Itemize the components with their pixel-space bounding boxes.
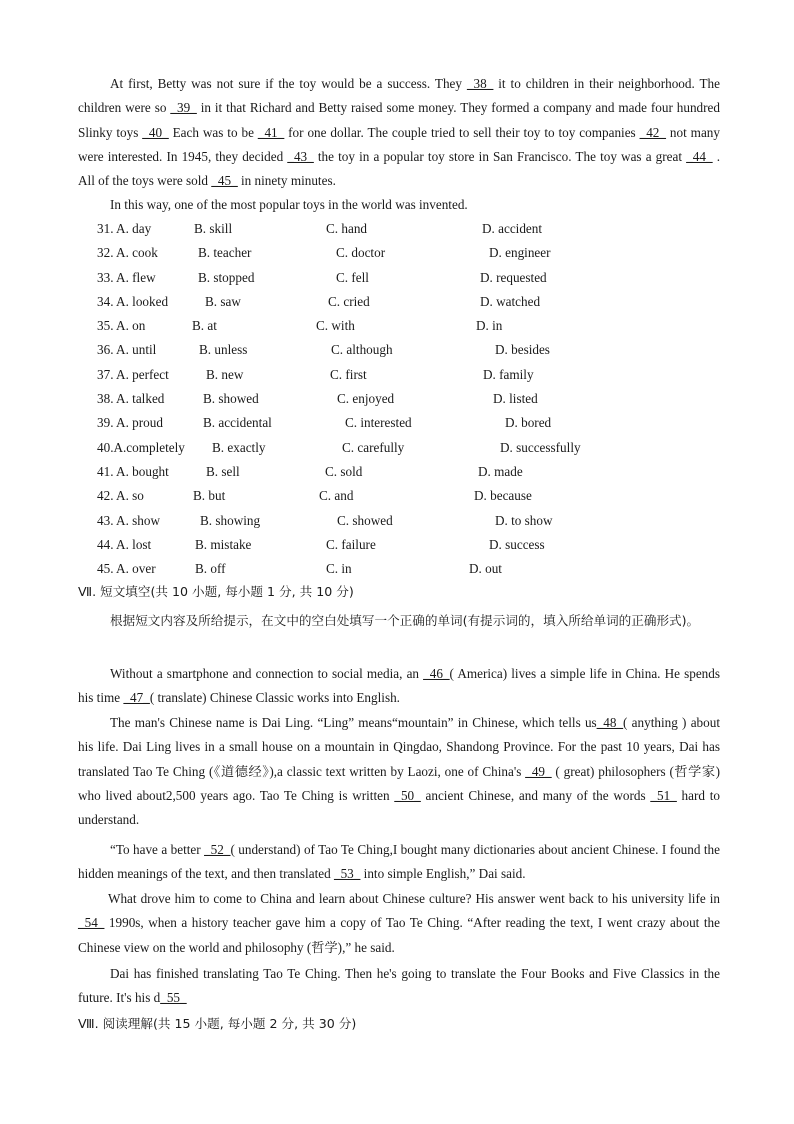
option-d: D. because <box>474 488 532 504</box>
option-a: 36. A. until <box>97 342 157 358</box>
option-b: B. skill <box>194 221 233 236</box>
answer-blank: _54_ <box>78 915 105 931</box>
passage2-paragraph5 <box>78 962 720 1011</box>
option-a: 34. A. looked <box>97 293 169 309</box>
text-run: in ninety minutes. <box>237 173 336 189</box>
text-run: ( great) philosophers (哲学家) who lived about2,500 years ago. Tao Te Ching is written <box>78 763 720 803</box>
option-b: B. unless <box>199 342 248 358</box>
answer-blank: _51_ <box>650 787 677 803</box>
passage2-paragraph3 <box>78 838 720 887</box>
option-b: B. showing <box>200 512 261 528</box>
section-7-instruction: 根据短文内容及所给提示，在文中的空白处填写一个正确的单词(有提示词的，填入所给单词的正确形式)。 <box>110 613 700 628</box>
option-c: C. failure <box>326 536 376 552</box>
question-row <box>0 338 794 362</box>
answer-blank: _45_ <box>211 173 238 189</box>
option-d: D. in <box>476 318 503 334</box>
text-run: into simple English,” Dai said. <box>360 866 526 882</box>
option-d: D. requested <box>480 269 547 285</box>
option-d: D. made <box>478 463 523 479</box>
option-b: B. new <box>206 366 244 382</box>
option-c: C. showed <box>337 512 393 528</box>
option-c: C. hand <box>326 221 368 236</box>
option-a: 39. A. proud <box>97 415 163 431</box>
question-row <box>0 436 794 460</box>
section-7-title: Ⅶ. 短文填空(共 10 小题, 每小题 1 分, 共 10 分) <box>78 584 354 599</box>
question-row <box>0 217 794 241</box>
text-run: “To have a better <box>110 842 205 857</box>
text-run: Dai has finished translating Tao Te Ching. Then he's going to translate the Four Books and Five Classics in the future. It's his d <box>78 966 720 1006</box>
option-d: D. besides <box>495 342 550 358</box>
answer-blank: _44_ <box>686 148 713 164</box>
text-run: Each was to be <box>168 124 258 140</box>
option-b: B. but <box>193 488 226 504</box>
passage2-paragraph2 <box>78 711 720 832</box>
option-a: 40.A.completely <box>97 439 185 455</box>
option-d: D. bored <box>505 415 552 431</box>
text-run: the toy in a popular toy store in San Francisco. The toy was a great <box>313 148 687 164</box>
option-b: B. accidental <box>203 415 272 431</box>
text-run: ( anything ) about his life. Dai Ling lives in a small house on a mountain in Qingdao, Shandong Province. For the past 10 years, Dai has translated Tao Te Ching (《道德经》),a classic text written by Laozi, one of China's <box>78 715 720 779</box>
option-c: C. and <box>319 488 354 504</box>
option-a: 41. A. bought <box>97 463 169 479</box>
question-row <box>0 363 794 387</box>
question-row <box>0 314 794 338</box>
option-c: C. first <box>330 366 367 382</box>
text-run: At first, Betty was not sure if the toy would be a success. They <box>110 76 467 91</box>
option-b: B. off <box>195 561 226 577</box>
option-d: D. successfully <box>500 439 581 455</box>
option-c: C. although <box>331 342 393 358</box>
answer-blank: _48_ <box>596 715 624 730</box>
passage2-paragraph1 <box>78 662 720 711</box>
option-a: 43. A. show <box>97 512 161 528</box>
question-row <box>0 241 794 265</box>
option-a: 44. A. lost <box>97 536 152 552</box>
answer-blank: _40_ <box>142 124 169 140</box>
option-c: C. enjoyed <box>337 391 395 407</box>
option-a: 32. A. cook <box>97 245 158 261</box>
option-b: B. mistake <box>195 536 252 552</box>
answer-blank: _49_ <box>525 763 552 779</box>
option-a: 45. A. over <box>97 561 156 577</box>
option-c: C. with <box>316 318 355 334</box>
text-run: it to children in their neighborhood. The children were so <box>78 76 720 116</box>
option-d: D. listed <box>493 391 538 407</box>
text-run: The man's Chinese name is Dai Ling. “Ling” means“mountain” in Chinese, which tells us <box>110 715 597 730</box>
text-run: for one dollar. The couple tried to sell their toy to toy companies <box>284 124 640 140</box>
text-run: not many were interested. In 1945, they decided <box>78 124 720 164</box>
option-b: B. saw <box>205 293 241 309</box>
option-d: D. success <box>489 536 545 552</box>
option-d: D. accident <box>482 221 543 236</box>
option-c: C. interested <box>345 415 412 431</box>
answer-blank: _38_ <box>466 76 494 91</box>
answer-blank: _46_ <box>423 666 450 681</box>
answer-blank: _53_ <box>333 866 361 882</box>
option-b: B. teacher <box>198 245 252 261</box>
option-a: 42. A. so <box>97 488 144 504</box>
section-8-title: Ⅷ. 阅读理解(共 15 小题, 每小题 2 分, 共 30 分) <box>78 1016 357 1031</box>
passage2-paragraph4 <box>78 887 720 960</box>
option-b: B. sell <box>206 463 240 479</box>
option-b: B. exactly <box>212 439 266 455</box>
answer-blank: _47_ <box>123 690 150 706</box>
answer-blank: _43_ <box>287 148 314 164</box>
question-row <box>0 484 794 508</box>
text-run: . All of the toys were sold <box>78 148 720 189</box>
question-row <box>0 290 794 314</box>
option-c: C. in <box>326 561 352 577</box>
answer-blank: _55_ <box>160 990 187 1006</box>
question-row <box>0 460 794 484</box>
option-c: C. cried <box>328 293 370 309</box>
option-d: D. engineer <box>489 245 551 261</box>
question-row <box>0 509 794 533</box>
question-row <box>0 411 794 435</box>
answer-blank: _39_ <box>170 100 197 116</box>
option-c: C. carefully <box>342 439 405 455</box>
question-row <box>0 387 794 411</box>
option-d: D. family <box>483 366 534 382</box>
text-run: 1990s, when a history teacher gave him a copy of Tao Te Ching. “After reading the text, I went crazy about the Chinese view on the world and philosophy (哲学),” he said. <box>78 915 720 955</box>
option-d: D. to show <box>495 512 553 528</box>
text-run: hard to understand. <box>78 787 720 828</box>
option-c: C. sold <box>325 463 363 479</box>
question-row <box>0 557 794 581</box>
answer-blank: _52_ <box>204 842 231 857</box>
option-d: D. watched <box>480 293 541 309</box>
option-b: B. stopped <box>198 269 255 285</box>
option-a: 35. A. on <box>97 318 146 334</box>
text-run: ( translate) Chinese Classic works into English. <box>149 690 400 706</box>
passage1-paragraph2: In this way, one of the most popular toys in the world was invented. <box>110 197 468 212</box>
option-c: C. fell <box>336 269 369 285</box>
answer-blank: _50_ <box>394 787 421 803</box>
cloze-options <box>0 217 794 581</box>
option-d: D. out <box>469 561 502 577</box>
passage1-paragraph1 <box>78 72 720 193</box>
text-run: What drove him to come to China and learn about Chinese culture? His answer went back to his university life in <box>108 891 720 906</box>
text-run: Without a smartphone and connection to social media, an <box>110 666 424 681</box>
text-run: ( understand) of Tao Te Ching,I bought many dictionaries about ancient Chinese. I found the hidden meanings of the text, and then translated <box>78 842 720 882</box>
option-b: B. at <box>192 318 217 334</box>
answer-blank: _42_ <box>639 124 666 140</box>
option-c: C. doctor <box>336 245 386 261</box>
option-a: 38. A. talked <box>97 391 165 407</box>
option-a: 31. A. day <box>97 221 152 236</box>
text-run: ( America) lives a simple life in China. He spends his time <box>78 666 721 706</box>
question-row <box>0 266 794 290</box>
answer-blank: _41_ <box>257 124 285 140</box>
text-run: ancient Chinese, and many of the words <box>420 787 651 803</box>
option-a: 37. A. perfect <box>97 366 169 382</box>
option-b: B. showed <box>203 391 259 407</box>
option-a: 33. A. flew <box>97 269 156 285</box>
question-row <box>0 533 794 557</box>
text-run: in it that Richard and Betty raised some money. They formed a company and made four hundred Slinky toys <box>78 100 720 140</box>
